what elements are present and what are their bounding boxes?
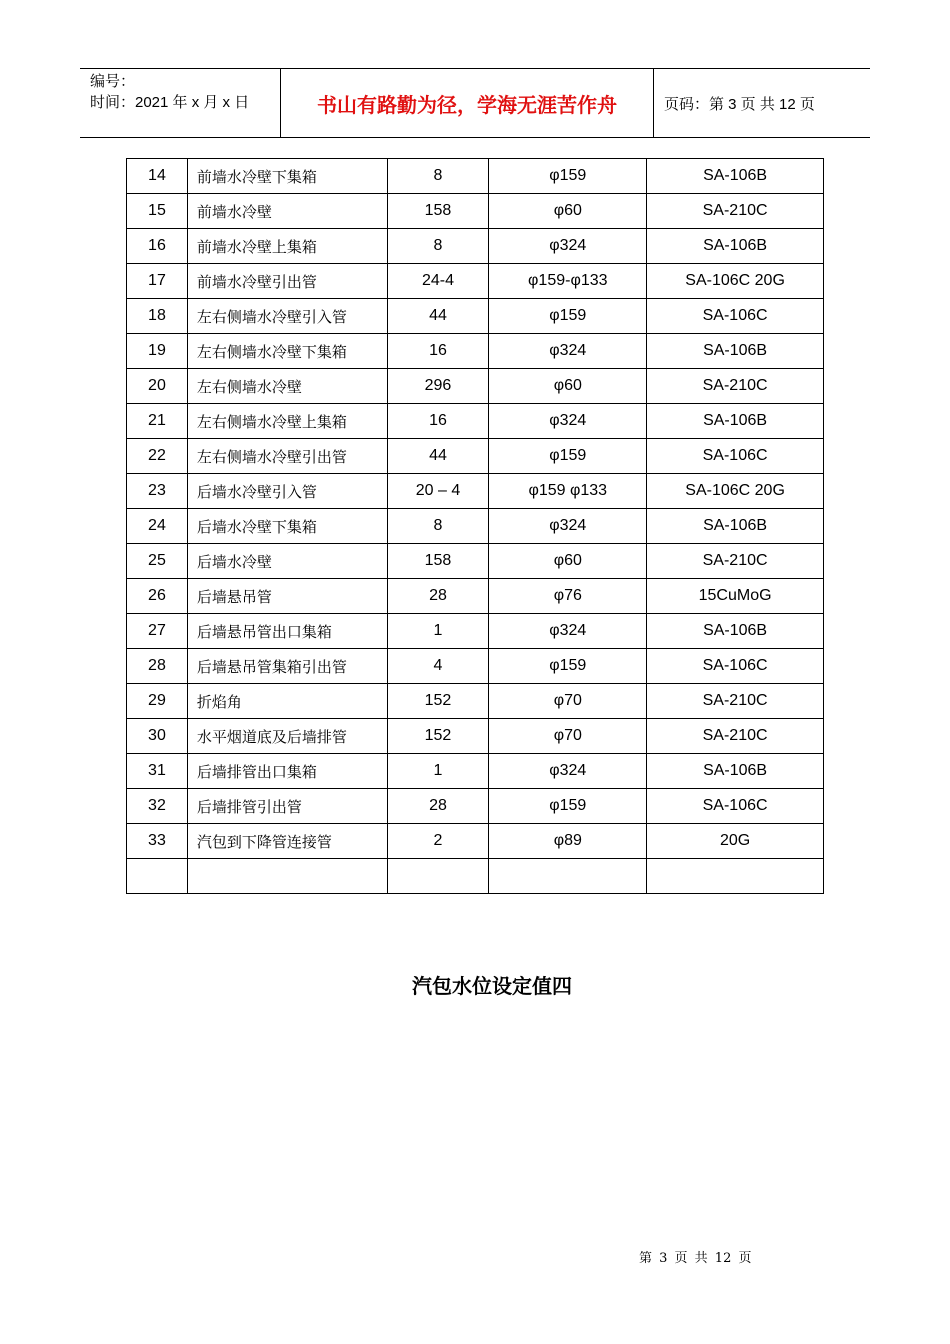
number-label: 编号： xyxy=(90,73,136,90)
section-title: 汽包水位设定值四 xyxy=(412,974,572,998)
cell-material: SA-106B xyxy=(647,334,824,369)
cell-name: 前墙水冷壁下集箱 xyxy=(187,159,387,194)
cell-name: 左右侧墙水冷壁下集箱 xyxy=(187,334,387,369)
cell-name: 左右侧墙水冷壁引入管 xyxy=(187,299,387,334)
page-footer: 第 3 页 共 12 页 xyxy=(639,1251,752,1266)
cell-material: SA-106B xyxy=(647,404,824,439)
cell-name: 后墙排管引出管 xyxy=(187,789,387,824)
cell-diameter: φ159 xyxy=(489,649,647,684)
cell-diameter: φ159 xyxy=(489,159,647,194)
cell-index: 33 xyxy=(127,824,188,859)
cell-diameter: φ89 xyxy=(489,824,647,859)
cell-diameter: φ324 xyxy=(489,509,647,544)
cell-diameter: φ70 xyxy=(489,684,647,719)
parts-table xyxy=(126,158,824,894)
cell-index: 18 xyxy=(127,299,188,334)
table-row xyxy=(127,614,824,649)
cell-material: SA-106B xyxy=(647,159,824,194)
cell-material: SA-106B xyxy=(647,614,824,649)
cell-count: 28 xyxy=(387,579,489,614)
cell-index: 32 xyxy=(127,789,188,824)
cell-diameter: φ70 xyxy=(489,719,647,754)
cell-index: 28 xyxy=(127,649,188,684)
table-row xyxy=(127,859,824,894)
table-row xyxy=(127,369,824,404)
cell-count: 28 xyxy=(387,789,489,824)
cell-name: 前墙水冷壁 xyxy=(187,194,387,229)
cell-count xyxy=(387,859,489,894)
cell-diameter: φ324 xyxy=(489,229,647,264)
cell-material: SA-106C 20G xyxy=(647,474,824,509)
cell-name: 后墙悬吊管出口集箱 xyxy=(187,614,387,649)
cell-diameter: φ60 xyxy=(489,544,647,579)
cell-name: 左右侧墙水冷壁上集箱 xyxy=(187,404,387,439)
cell-count: 16 xyxy=(387,334,489,369)
cell-diameter: φ76 xyxy=(489,579,647,614)
cell-index: 26 xyxy=(127,579,188,614)
cell-material: SA-106B xyxy=(647,229,824,264)
cell-diameter: φ324 xyxy=(489,754,647,789)
table-row xyxy=(127,159,824,194)
cell-name: 折焰角 xyxy=(187,684,387,719)
cell-material: SA-106C xyxy=(647,649,824,684)
cell-name: 后墙排管出口集箱 xyxy=(187,754,387,789)
cell-diameter: φ159 xyxy=(489,789,647,824)
cell-material xyxy=(647,859,824,894)
cell-material: 15CuMoG xyxy=(647,579,824,614)
cell-name: 后墙水冷壁 xyxy=(187,544,387,579)
cell-diameter: φ159 φ133 xyxy=(489,474,647,509)
cell-count: 1 xyxy=(387,614,489,649)
cell-count: 152 xyxy=(387,719,489,754)
cell-index: 25 xyxy=(127,544,188,579)
cell-material: SA-106C 20G xyxy=(647,264,824,299)
cell-name: 前墙水冷壁上集箱 xyxy=(187,229,387,264)
cell-name: 前墙水冷壁引出管 xyxy=(187,264,387,299)
cell-index: 16 xyxy=(127,229,188,264)
cell-name xyxy=(187,859,387,894)
cell-index: 22 xyxy=(127,439,188,474)
cell-count: 8 xyxy=(387,229,489,264)
cell-count: 158 xyxy=(387,544,489,579)
cell-count: 44 xyxy=(387,299,489,334)
cell-count: 2 xyxy=(387,824,489,859)
cell-diameter: φ324 xyxy=(489,404,647,439)
table-row xyxy=(127,684,824,719)
cell-index: 14 xyxy=(127,159,188,194)
cell-name: 汽包到下降管连接管 xyxy=(187,824,387,859)
cell-diameter xyxy=(489,859,647,894)
time-label: 时间：2021 年 x 月 x 日 xyxy=(90,94,250,111)
cell-index: 27 xyxy=(127,614,188,649)
cell-name: 后墙水冷壁引入管 xyxy=(187,474,387,509)
cell-diameter: φ159 xyxy=(489,299,647,334)
cell-count: 152 xyxy=(387,684,489,719)
cell-diameter: φ159 xyxy=(489,439,647,474)
cell-material: SA-210C xyxy=(647,194,824,229)
table-row xyxy=(127,789,824,824)
cell-material: SA-210C xyxy=(647,544,824,579)
table-row xyxy=(127,264,824,299)
cell-index: 20 xyxy=(127,369,188,404)
cell-index: 30 xyxy=(127,719,188,754)
cell-name: 后墙悬吊管集箱引出管 xyxy=(187,649,387,684)
header-motto: 书山有路勤为径，学海无涯苦作舟 xyxy=(281,69,654,137)
cell-name: 后墙悬吊管 xyxy=(187,579,387,614)
cell-name: 左右侧墙水冷壁 xyxy=(187,369,387,404)
cell-material: SA-106C xyxy=(647,439,824,474)
table-row xyxy=(127,509,824,544)
cell-index: 17 xyxy=(127,264,188,299)
cell-diameter: φ60 xyxy=(489,194,647,229)
cell-name: 左右侧墙水冷壁引出管 xyxy=(187,439,387,474)
cell-index: 31 xyxy=(127,754,188,789)
parts-table-body xyxy=(127,159,824,894)
table-row xyxy=(127,299,824,334)
cell-count: 24-4 xyxy=(387,264,489,299)
cell-count: 4 xyxy=(387,649,489,684)
cell-count: 158 xyxy=(387,194,489,229)
table-row xyxy=(127,439,824,474)
cell-count: 296 xyxy=(387,369,489,404)
cell-index: 23 xyxy=(127,474,188,509)
table-row xyxy=(127,194,824,229)
cell-material: SA-106C xyxy=(647,299,824,334)
table-row xyxy=(127,579,824,614)
cell-material: SA-106B xyxy=(647,509,824,544)
table-row xyxy=(127,404,824,439)
cell-diameter: φ324 xyxy=(489,614,647,649)
table-row xyxy=(127,754,824,789)
cell-index: 29 xyxy=(127,684,188,719)
cell-diameter: φ60 xyxy=(489,369,647,404)
cell-material: SA-106C xyxy=(647,789,824,824)
cell-name: 后墙水冷壁下集箱 xyxy=(187,509,387,544)
header-meta xyxy=(80,69,281,137)
page-header xyxy=(80,68,870,138)
cell-index: 19 xyxy=(127,334,188,369)
cell-material: SA-210C xyxy=(647,719,824,754)
cell-material: SA-210C xyxy=(647,369,824,404)
cell-index: 15 xyxy=(127,194,188,229)
cell-count: 16 xyxy=(387,404,489,439)
table-row xyxy=(127,474,824,509)
table-row xyxy=(127,544,824,579)
table-row xyxy=(127,229,824,264)
cell-index: 21 xyxy=(127,404,188,439)
table-row xyxy=(127,334,824,369)
table-row xyxy=(127,824,824,859)
cell-count: 20 – 4 xyxy=(387,474,489,509)
cell-count: 1 xyxy=(387,754,489,789)
cell-name: 水平烟道底及后墙排管 xyxy=(187,719,387,754)
cell-diameter: φ159-φ133 xyxy=(489,264,647,299)
table-row xyxy=(127,649,824,684)
cell-count: 8 xyxy=(387,509,489,544)
cell-index: 24 xyxy=(127,509,188,544)
table-row xyxy=(127,719,824,754)
cell-count: 44 xyxy=(387,439,489,474)
cell-material: SA-106B xyxy=(647,754,824,789)
cell-material: SA-210C xyxy=(647,684,824,719)
cell-index xyxy=(127,859,188,894)
cell-diameter: φ324 xyxy=(489,334,647,369)
cell-material: 20G xyxy=(647,824,824,859)
header-page-info: 页码：第 3 页 共 12 页 xyxy=(664,95,815,113)
cell-count: 8 xyxy=(387,159,489,194)
